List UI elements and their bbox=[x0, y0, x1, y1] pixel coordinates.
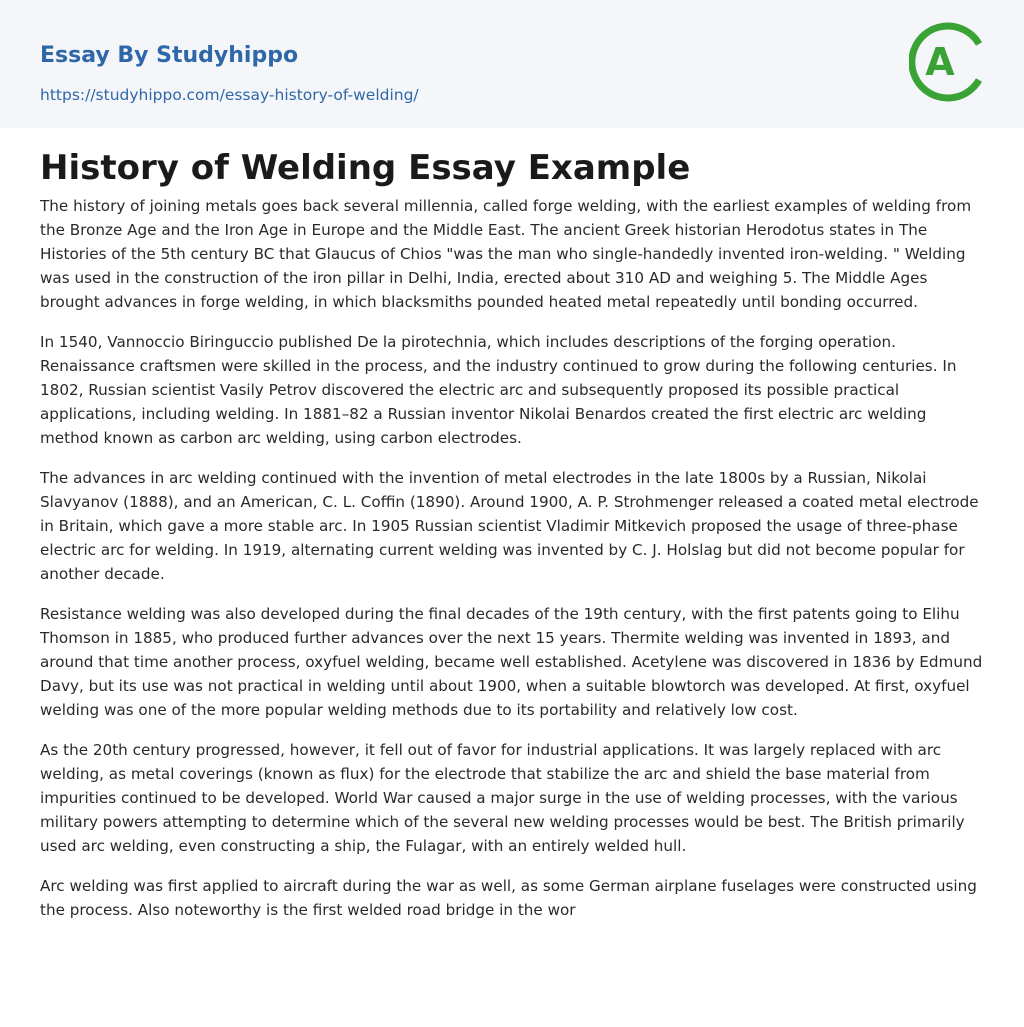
studyhippo-logo-icon[interactable] bbox=[909, 19, 987, 105]
site-name[interactable]: Essay By Studyhippo bbox=[40, 43, 299, 68]
essay-paragraph: Arc welding was first applied to aircraft during the war as well, as some German airplane fuselages were constructed using the process. Also noteworthy is the first welded road bridge in the wor bbox=[40, 877, 977, 919]
essay-paragraph: As the 20th century progressed, however, it fell out of favor for industrial applications. It was largely replaced with arc welding, as metal coverings (known as flux) for the electrode that stabilize the arc and shield the base material from impurities continued to be developed. World War caused a major surge in the use of welding processes, with the various military powers attempting to determine which of the several new welding processes would be best. The British primarily used arc welding, even constructing a ship, the Fulagar, with an entirely welded hull. bbox=[40, 741, 965, 855]
essay-url-link[interactable]: https://studyhippo.com/essay-history-of-welding/ bbox=[40, 86, 419, 104]
essay-body bbox=[40, 194, 984, 938]
essay-paragraph: The advances in arc welding continued with the invention of metal electrodes in the late 1800s by a Russian, Nikolai Slavyanov (1888), and an American, C. L. Coffin (1890). Around 1900, A. P. Strohmenger released a coated metal electrode in Britain, which gave a more stable arc. In 1905 Russian scientist Vladimir Mitkevich proposed the usage of three-phase electric arc for welding. In 1919, alternating current welding was invented by C. J. Holslag but did not become popular for another decade. bbox=[40, 469, 979, 583]
page-title: History of Welding Essay Example bbox=[40, 148, 691, 188]
essay-paragraph: In 1540, Vannoccio Biringuccio published De la pirotechnia, which includes descriptions of the forging operation. Renaissance craftsmen were skilled in the process, and the industry continued to grow during the following centuries. In 1802, Russian scientist Vasily Petrov discovered the electric arc and subsequently proposed its possible practical applications, including welding. In 1881–82 a Russian inventor Nikolai Benardos created the first electric arc welding method known as carbon arc welding, using carbon electrodes. bbox=[40, 333, 957, 447]
essay-paragraph: Resistance welding was also developed during the final decades of the 19th century, with the first patents going to Elihu Thomson in 1885, who produced further advances over the next 15 years. Thermite welding was invented in 1893, and around that time another process, oxyfuel welding, became well established. Acetylene was discovered in 1836 by Edmund Davy, but its use was not practical in welding until about 1900, when a suitable blowtorch was developed. At first, oxyfuel welding was one of the more popular welding methods due to its portability and relatively low cost. bbox=[40, 605, 983, 719]
essay-paragraph: The history of joining metals goes back several millennia, called forge welding, with the earliest examples of welding from the Bronze Age and the Iron Age in Europe and the Middle East. The ancient Greek historian Herodotus states in The Histories of the 5th century BC that Glaucus of Chios "was the man who single-handedly invented iron-welding. " Welding was used in the construction of the iron pillar in Delhi, India, erected about 310 AD and weighing 5. The Middle Ages brought advances in forge welding, in which blacksmiths pounded heated metal repeatedly until bonding occurred. bbox=[40, 197, 972, 311]
logo-letter: A bbox=[925, 40, 955, 84]
